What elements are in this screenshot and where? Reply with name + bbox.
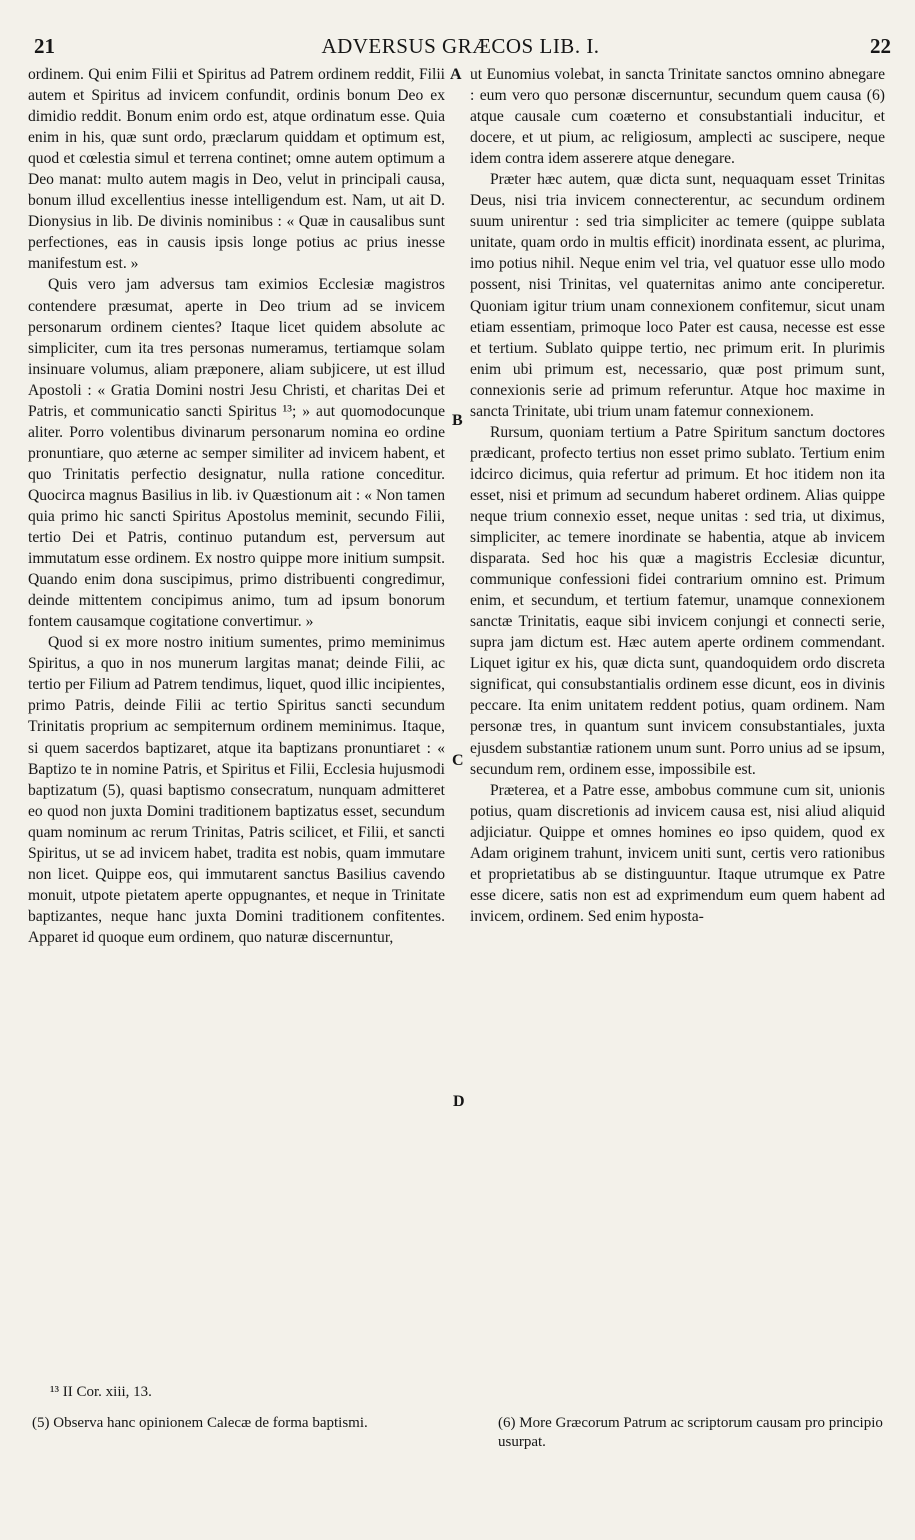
running-title: ADVERSUS GRÆCOS LIB. I.: [321, 34, 600, 58]
paragraph: ordinem. Qui enim Filii et Spiritus ad Patrem ordinem reddit, Filii autem et Spiritus ad invicem confundit, ordinis bonum Deo ex dimidio reddit. Bonum enim ordo est, atque ordinatum esse. Quia enim in his, quæ sunt ordo, præclarum quiddam et optimum est, quod et cœlestia simul et terrena continet; omne autem optimum a Deo manat: multo autem magis in Deo, velut in principali causa, bonum illud excellentius inesse intelligendum est. Nam, ut ait D. Dionysius in lib. De divinis nominibus : « Quæ in causalibus sunt perfectiones, eas in causis ipsis longe potius ac prius inesse manifestum est. »: [28, 66, 445, 273]
scripture-reference-note: ¹³ II Cor. xiii, 13.: [50, 1384, 152, 1400]
page-number-left: 21: [34, 34, 55, 58]
running-header: [30, 34, 891, 60]
margin-marker-c: C: [452, 752, 464, 769]
paragraph: Quis vero jam adversus tam eximios Ecclesiæ magistros contendere præsumat, aperte in Deo trium ad se invicem personarum ordinem cientes? Itaque licet quidem absolute ac simpliciter, cum ita tres personas numeramus, tertiamque solam insinuare volumus, aliam præponere, aliam subjicere, ut est illud Apostoli : « Gratia Domini nostri Jesu Christi, et charitas Dei et Patris, et communicatio sancti Spiritus ¹³; » aut quomodocunque aliter. Porro volentibus divinarum personarum nomina eo ordine pronuntiare, quo æterne ac semper similiter ad invicem habent, et quo Trinitatis perfectio designatur, nulla ratione conceditur. Quocirca magnus Basilius in lib. iv Quæstionum ait : « Non tamen quia primo hic sancti Spiritus Apostolus meminit, secundo Filii, tertio Dei et Patris, continuo putandum est, perversum aut immutatum esse ordinem. Ex nostro quippe more initium sumpsit. Quando enim dona suscipimus, primo distribuenti congredimur, deinde mittentem concipimus animo, tum ad ipsum bonorum fontem causamque cogitatione convertimur. »: [28, 276, 445, 631]
paragraph: Quod si ex more nostro initium sumentes, primo meminimus Spiritus, a quo in nos munerum largitas manat; deinde Filii, ac tertio per Filium ad Patrem tendimus, liquet, quod illic incipientes, primo Patris, deinde Filii ac tertio Spiritus sancti secundum Trinitatis proprium ac sempiternum ordinem meminimus. Itaque, si quem sacerdos baptizaret, atque ita baptizans pronuntiaret : « Baptizo te in nomine Patris, et Spiritus et Filii, Ecclesia hujusmodi baptizatum (5), quasi baptismo consecratum, nunquam admitteret eo quod non juxta Domini traditionem baptizatus esset, secundum quam nominum ac rerum Trinitas, Patris scilicet, et Filii, et sancti Spiritus, ut se ad invicem habet, tradita est nobis, quam immutare non licet. Quippe eos, qui immutarent sanctus Basilius cavendo monuit, utpote pietatem aperte oppugnantes, et neque in Trinitate baptizantes, neque hanc juxta Domini traditionem confitentes. Apparet id quoque eum ordinem, quo naturæ discernuntur,: [28, 634, 445, 946]
margin-marker-d: D: [453, 1093, 465, 1110]
paragraph: Rursum, quoniam tertium a Patre Spiritum sanctum doctores prædicant, profecto tertius non esset primo sublato. Tertium enim idcirco dicimus, quia refertur ad primum. Et hoc itidem non ita esset, nisi et primum ad secundum haberet ordinem. Alias quippe neque trium connexio esset, neque unitas : sed tria, ut diximus, simpliciter, ac temere inordinate se habentia, atque ab invicem disparata. Sed hoc his quæ a magistris Ecclesiæ dicuntur, communique confessioni fidei contrarium omnino est. Primum enim, et secundum, et tertium fatemur, unamque connexionem sanctæ Trinitatis, eaque sibi invicem conjungi et connecti serie, supra jam dictum est. Hæc autem aperte ordinem commendant. Liquet igitur ex his, quæ dicta sunt, quandoquidem ordo discreta significat, qui consubstantialis ordinem esse dicunt, eos in divinis peccare. Ita enim unitatem reddent potius, quam ordinem. Nam personæ tres, in quantum sunt invicem consubstantiales, juxta ejusdem substantiæ rationem unum sunt. Porro unius ad se ipsum, secundum rem, ordinem esse, impossibile est.: [470, 423, 885, 778]
footnote-5: (5) Observa hanc opinionem Calecæ de forma baptismi.: [32, 1415, 368, 1431]
left-column: [28, 64, 445, 948]
paragraph: Præter hæc autem, quæ dicta sunt, nequaquam esset Trinitas Deus, nisi tria invicem connecterentur, ac secundum ordinem suum unirentur : sed tria simpliciter ac temere (quippe sublata unitate, quam ordo in multis efficit) inordinata essent, ac plurima, imo potius nihil. Neque enim vel tria, vel quatuor esse ullo modo possent, nisi Trinitas, vel quaternitas animo ante conciperetur. Quoniam igitur trium unam connexionem confitemur, sicut unam etiam essentiam, primoque loco Pater est causa, necesse est esse et tertium. Sublato quippe tertio, nec primum erit. In plurimis enim ubi primum est, necessario, quæ post primum sunt, connexionis serie ad primum referuntur. Atque hoc maxime in sancta Trinitate, ubi trium unam fatemur connexionem.: [470, 171, 885, 420]
right-column: [470, 64, 885, 927]
margin-marker-b: B: [452, 412, 463, 429]
paragraph: ut Eunomius volebat, in sancta Trinitate sanctos omnino abnegare : eum vero quo personæ discernuntur, secundum quem causa (6) atque causale cum coæterno et consubstantiali inducitur, et docere, et ut pium, ac religiosum, amplecti ac suscipere, neque idem contra idem asserere atque denegare.: [470, 66, 885, 168]
paragraph: Præterea, et a Patre esse, ambobus commune cum sit, unionis potius, quam discretionis ad invicem causa est, nisi aliud aliquid adjiciatur. Quippe et omnes homines eo ipso quidem, quod ex Adam originem trahunt, invicem uniti sunt, certis vero rationibus et proprietatibus ab se distinguuntur. Itaque utrumque ex Patre esse dicere, satis non est ad exprimendum eum quem habent ad invicem, ordinem. Sed enim hyposta-: [470, 781, 885, 925]
footnote-6: (6) More Græcorum Patrum ac scriptorum causam pro principio usurpat.: [498, 1415, 883, 1450]
page-number-right: 22: [870, 34, 891, 58]
margin-marker-a: A: [450, 66, 462, 83]
